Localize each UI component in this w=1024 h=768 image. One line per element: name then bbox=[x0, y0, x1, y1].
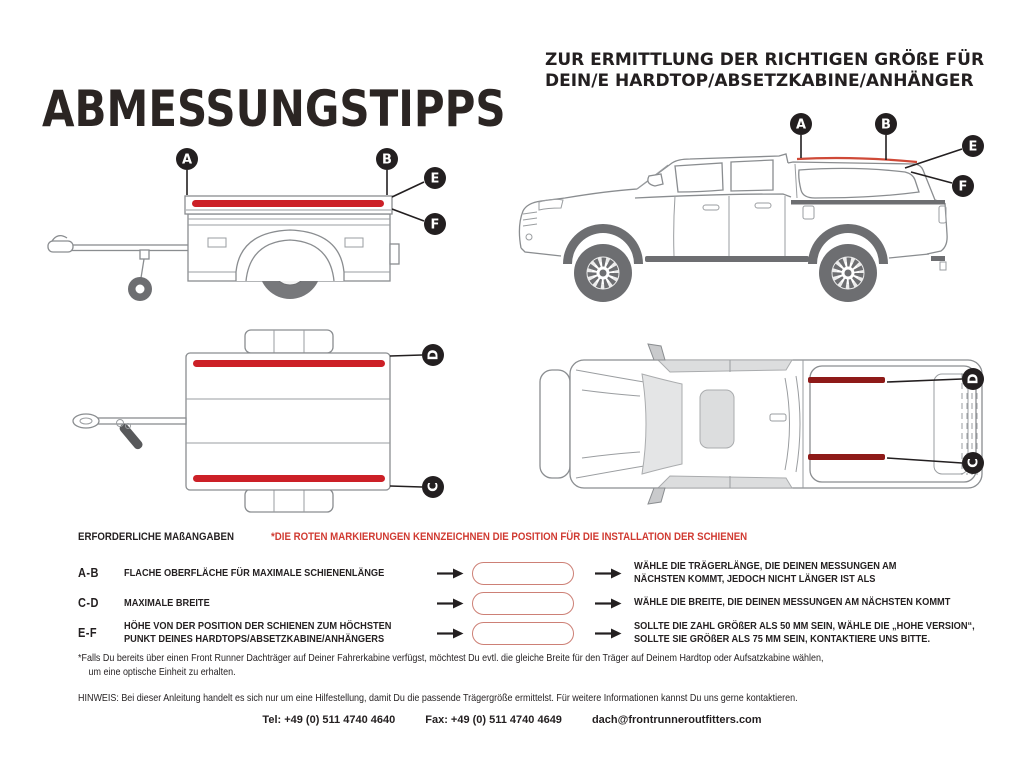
svg-text:F: F bbox=[430, 217, 440, 233]
arrow-right-icon bbox=[594, 598, 622, 609]
bed-rail-line bbox=[791, 200, 945, 205]
truck-rear-wheel bbox=[819, 244, 877, 302]
marker-f bbox=[952, 175, 974, 197]
row-code: C-D bbox=[78, 596, 99, 610]
rail-position-marking-right bbox=[808, 454, 885, 460]
row-result-line2: SOLLTE SIE GRÖßER ALS 75 MM SEIN, KONTAKTIERE UNS BITTE. bbox=[634, 633, 931, 645]
arrow-right-icon bbox=[436, 628, 464, 639]
page-subtitle bbox=[545, 50, 984, 92]
rail-position-marking-left bbox=[193, 360, 385, 367]
marker-a bbox=[176, 148, 198, 170]
marker-b bbox=[875, 113, 897, 135]
svg-text:D: D bbox=[966, 373, 982, 385]
arrow-right-icon bbox=[594, 568, 622, 579]
svg-text:C: C bbox=[966, 458, 982, 468]
hinweis-note: HINWEIS: Bei dieser Anleitung handelt es sich nur um eine Hilfestellung, damit Du die passende Trägergröße ermittelst. Für weitere Informationen kannst Du uns gerne kontaktieren. bbox=[78, 693, 798, 704]
svg-text:E: E bbox=[430, 171, 440, 187]
measurement-value-box-ab bbox=[472, 562, 574, 585]
contact-bar bbox=[0, 714, 1024, 726]
svg-text:B: B bbox=[881, 117, 891, 133]
marker-c bbox=[962, 452, 984, 474]
truck-front-wheel bbox=[574, 244, 632, 302]
measurement-row-ab bbox=[78, 557, 932, 589]
truck-side-drawing bbox=[519, 154, 947, 302]
measurements-heading-row bbox=[78, 531, 812, 543]
subtitle-line-2: DEIN/E HARDTOP/ABSETZKABINE/ANHÄNGER bbox=[545, 71, 974, 91]
row-label-line1: MAXIMALE BREITE bbox=[124, 596, 210, 609]
page-title: ABMESSUNGSTIPPS bbox=[42, 79, 506, 138]
truck-top-drawing bbox=[540, 344, 982, 504]
measurements-heading: ERFORDERLICHE MAßANGABEN bbox=[78, 531, 234, 543]
marker-e bbox=[424, 167, 446, 189]
contact-tel: Tel: +49 (0) 511 4740 4640 bbox=[262, 714, 396, 726]
rail-position-marking-left bbox=[808, 377, 885, 383]
row-code: E-F bbox=[78, 626, 98, 640]
svg-text:D: D bbox=[426, 349, 442, 361]
trailer-side-drawing bbox=[48, 196, 399, 301]
measurement-value-box-ef bbox=[472, 622, 574, 645]
subtitle-line-1: ZUR ERMITTLUNG DER RICHTIGEN GRÖßE FÜR bbox=[545, 50, 985, 70]
marker-b bbox=[376, 148, 398, 170]
truck-side-view-illustration bbox=[515, 106, 1010, 321]
marker-d bbox=[962, 368, 984, 390]
row-code: A-B bbox=[78, 566, 99, 580]
row-label-line1: FLACHE OBERFLÄCHE FÜR MAXIMALE SCHIENENLÄNGE bbox=[124, 566, 385, 579]
arrow-right-icon bbox=[436, 598, 464, 609]
svg-text:A: A bbox=[795, 117, 807, 133]
arrow-right-icon bbox=[436, 568, 464, 579]
footnote-line1: *Falls Du bereits über einen Front Runner Dachträger auf Deiner Fahrerkabine verfügst, möchtest Du evtl. die gleiche Breite für den Träger auf Deinem Hardtop oder Aufsatzkabine wählen, bbox=[78, 653, 824, 664]
marker-c bbox=[422, 476, 444, 498]
contact-email: dach@frontrunneroutfitters.com bbox=[591, 714, 762, 726]
svg-text:C: C bbox=[426, 482, 442, 492]
trailer-top-view-illustration bbox=[40, 322, 480, 520]
trailer-side-view-illustration bbox=[40, 126, 480, 323]
row-label-line1: HÖHE VON DER POSITION DER SCHIENEN ZUM HÖCHSTEN bbox=[124, 620, 392, 632]
trailer-top-drawing bbox=[73, 330, 390, 512]
svg-text:F: F bbox=[958, 179, 968, 195]
svg-text:A: A bbox=[181, 152, 193, 168]
rail-position-marking-side bbox=[192, 200, 384, 207]
asterisk-footnote bbox=[78, 652, 984, 679]
marker-e bbox=[962, 135, 984, 157]
row-result-line2: NÄCHSTEN KOMMT, JEDOCH NICHT LÄNGER IST ALS bbox=[634, 573, 876, 585]
marker-f bbox=[424, 213, 446, 235]
marker-a bbox=[790, 113, 812, 135]
measurement-value-box-cd bbox=[472, 592, 574, 615]
marker-d bbox=[422, 344, 444, 366]
svg-text:E: E bbox=[968, 139, 978, 155]
marker-lines bbox=[390, 355, 422, 487]
measurement-row-ef bbox=[78, 615, 1021, 651]
red-markings-note: *DIE ROTEN MARKIERUNGEN KENNZEICHNEN DIE POSITION FÜR DIE INSTALLATION DER SCHIENEN bbox=[271, 531, 748, 543]
rail-position-marking-roof bbox=[797, 158, 917, 162]
row-result-line1: SOLLTE DIE ZAHL GRÖßER ALS 50 MM SEIN, WÄHLE DIE „HOHE VERSION“, bbox=[634, 619, 975, 632]
arrow-right-icon bbox=[594, 628, 622, 639]
row-label-line2: PUNKT DEINES HARDTOPS/ABSETZKABINE/ANHÄNGERS bbox=[124, 633, 385, 645]
truck-top-view-illustration bbox=[530, 328, 995, 520]
row-result-line1: WÄHLE DIE TRÄGERLÄNGE, DIE DEINEN MESSUNGEN AM bbox=[634, 559, 897, 572]
footnote-line2: um eine optische Einheit zu erhalten. bbox=[88, 666, 236, 678]
contact-fax: Fax: +49 (0) 511 4740 4649 bbox=[425, 714, 562, 726]
rail-position-marking-right bbox=[193, 475, 385, 482]
svg-text:B: B bbox=[382, 152, 392, 168]
measurement-row-cd bbox=[78, 591, 994, 615]
row-result-line1: WÄHLE DIE BREITE, DIE DEINEN MESSUNGEN AM NÄCHSTEN KOMMT bbox=[634, 596, 951, 609]
